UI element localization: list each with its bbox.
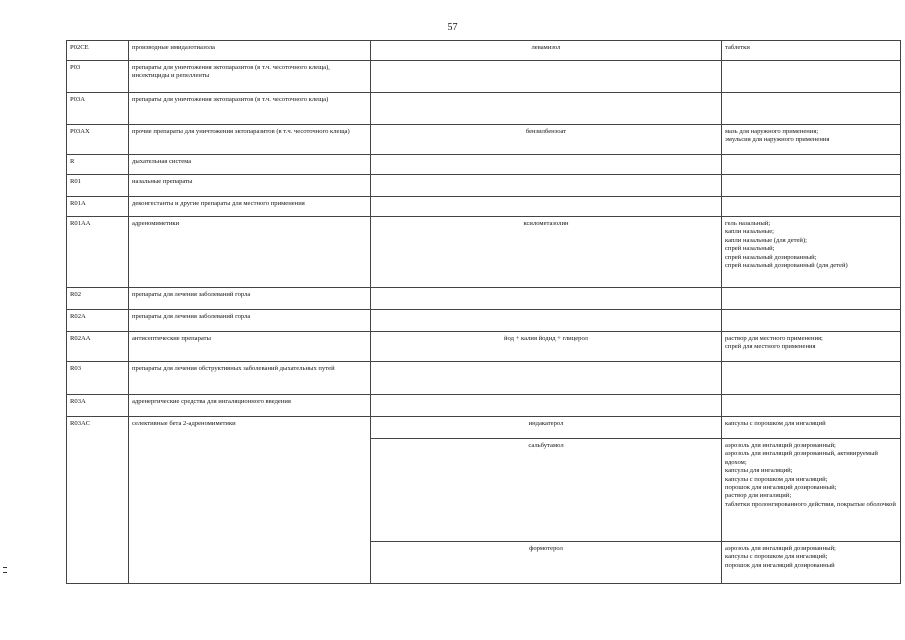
atc-group-cell — [129, 155, 371, 175]
dosage-form-cell-text: аэрозоль для ингаляций дозированный; капсулы с порошком для ингаляций; порошок для ингаляций дозированный — [725, 545, 836, 569]
drug-name-cell — [371, 61, 722, 93]
drug-name-cell-text: йод + калия йодид + глицерол — [504, 335, 588, 342]
atc-group-cell — [129, 362, 371, 395]
dosage-form-cell — [722, 288, 901, 310]
atc-code-cell-text: R03 — [70, 365, 81, 372]
drug-name-cell — [371, 175, 722, 197]
dosage-form-cell-text: аэрозоль для ингаляций дозированный; аэрозоль для ингаляций дозированный, активируемый вдохом; капсулы для ингаляций; капсулы с порошком для ингаляций; порошок для ингаляций дозированный; раствор для ингаляций; таблетки пролонгированного действия, покрытые оболочкой — [725, 442, 896, 508]
atc-code-cell-text: R01 — [70, 178, 81, 185]
dosage-form-cell — [722, 362, 901, 395]
atc-code-cell — [67, 175, 129, 197]
drug-name-cell — [371, 288, 722, 310]
table-row — [67, 310, 901, 332]
atc-group-cell-text: препараты для уничтожения эктопаразитов (в т.ч. чесоточного клеща), инсектициды и репелленты — [132, 64, 330, 80]
table-row — [67, 332, 901, 362]
atc-code-cell-text: P03AX — [70, 128, 90, 135]
dosage-form-cell — [722, 41, 901, 61]
drug-name-cell — [371, 93, 722, 125]
dosage-form-cell — [722, 155, 901, 175]
atc-group-cell — [129, 395, 371, 417]
atc-group-cell-text: прочие препараты для уничтожения эктопаразитов (в т.ч. чесоточного клеща) — [132, 128, 350, 135]
atc-group-cell-text: препараты для уничтожения эктопаразитов (в т.ч. чесоточного клеща) — [132, 96, 329, 103]
dosage-form-cell — [722, 125, 901, 155]
atc-code-cell-text: P03A — [70, 96, 86, 103]
atc-code-cell — [67, 125, 129, 155]
table-row — [67, 61, 901, 93]
atc-code-cell-text: R01AA — [70, 220, 91, 227]
dosage-form-cell — [722, 417, 901, 439]
atc-code-cell-text: R — [70, 158, 75, 165]
atc-code-cell — [67, 93, 129, 125]
atc-code-cell — [67, 217, 129, 288]
atc-code-cell — [67, 61, 129, 93]
drug-name-cell — [371, 417, 722, 439]
atc-group-cell-text: назальные препараты — [132, 178, 193, 185]
atc-group-cell — [129, 41, 371, 61]
dosage-form-cell — [722, 439, 901, 542]
atc-group-cell — [129, 217, 371, 288]
atc-group-cell — [129, 417, 371, 584]
atc-code-cell — [67, 155, 129, 175]
drug-name-cell — [371, 332, 722, 362]
table-row — [67, 362, 901, 395]
atc-group-cell — [129, 197, 371, 217]
drug-name-cell-text: формотерол — [529, 545, 563, 552]
atc-code-cell-text: R03AC — [70, 420, 91, 427]
atc-code-cell — [67, 197, 129, 217]
dosage-form-cell-text: раствор для местного применения; спрей для местного применения — [725, 335, 823, 351]
atc-code-cell — [67, 417, 129, 584]
atc-code-cell-text: R02AA — [70, 335, 91, 342]
dosage-form-cell — [722, 217, 901, 288]
table-body — [67, 41, 901, 584]
drug-name-cell — [371, 362, 722, 395]
atc-group-cell-text: препараты для лечения обструктивных заболеваний дыхательных путей — [132, 365, 335, 372]
dosage-form-cell — [722, 61, 901, 93]
table-row — [67, 93, 901, 125]
drug-name-cell-text: бензилбензоат — [525, 128, 567, 135]
table-row — [67, 288, 901, 310]
margin-mark — [3, 567, 7, 573]
atc-group-cell — [129, 310, 371, 332]
drug-name-cell — [371, 542, 722, 584]
atc-code-cell-text: R02A — [70, 313, 86, 320]
atc-code-cell-text: R03A — [70, 398, 86, 405]
atc-code-cell-text: P03 — [70, 64, 81, 71]
dosage-form-cell — [722, 310, 901, 332]
dosage-form-cell — [722, 332, 901, 362]
atc-group-cell-text: антисептические препараты — [132, 335, 211, 342]
table-row — [67, 41, 901, 61]
drug-name-cell — [371, 310, 722, 332]
atc-group-cell-text: препараты для лечения заболеваний горла — [132, 291, 251, 298]
atc-group-cell-text: адренергические средства для ингаляционного введения — [132, 398, 291, 405]
table-row — [67, 395, 901, 417]
atc-code-cell — [67, 395, 129, 417]
page-number: 57 — [447, 22, 458, 33]
drug-name-cell — [371, 395, 722, 417]
dosage-form-cell — [722, 395, 901, 417]
atc-group-cell-text: препараты для лечения заболеваний горла — [132, 313, 251, 320]
atc-group-cell — [129, 125, 371, 155]
drug-name-cell-text: индакатерол — [528, 420, 564, 427]
atc-code-cell — [67, 310, 129, 332]
drug-name-cell-text: сальбутамол — [528, 442, 564, 449]
dosage-form-cell-text: таблетки — [725, 44, 750, 51]
dosage-form-cell — [722, 542, 901, 584]
atc-group-cell — [129, 175, 371, 197]
drug-name-cell — [371, 41, 722, 61]
atc-code-cell-text: P02CE — [70, 44, 89, 51]
dosage-form-cell-text: гель назальный; капли назальные; капли назальные (для детей); спрей назальный; спрей назальный дозированный; спрей назальный дозированный (для детей) — [725, 220, 848, 270]
table-row — [67, 217, 901, 288]
dosage-form-cell — [722, 93, 901, 125]
atc-code-cell — [67, 288, 129, 310]
dosage-form-cell-text: капсулы с порошком для ингаляций — [725, 420, 826, 427]
medication-table — [66, 40, 901, 584]
dosage-form-cell-text: мазь для наружного применения; эмульсия для наружного применения — [725, 128, 830, 144]
atc-group-cell — [129, 288, 371, 310]
atc-code-cell — [67, 41, 129, 61]
table-row — [67, 197, 901, 217]
atc-code-cell-text: R01A — [70, 200, 86, 207]
atc-code-cell — [67, 332, 129, 362]
drug-name-cell — [371, 155, 722, 175]
atc-group-cell — [129, 332, 371, 362]
table-row — [67, 125, 901, 155]
atc-group-cell — [129, 93, 371, 125]
table-row — [67, 417, 901, 439]
drug-name-cell-text: ксилометазолин — [523, 220, 569, 227]
atc-group-cell-text: дыхательная система — [132, 158, 192, 165]
dosage-form-cell — [722, 175, 901, 197]
atc-code-cell-text: R02 — [70, 291, 81, 298]
dosage-form-cell — [722, 197, 901, 217]
drug-name-cell — [371, 217, 722, 288]
atc-group-cell-text: адреномиметики — [132, 220, 180, 227]
atc-code-cell — [67, 362, 129, 395]
drug-name-cell — [371, 439, 722, 542]
table-row — [67, 175, 901, 197]
atc-group-cell — [129, 61, 371, 93]
atc-group-cell-text: селективные бета 2-адреномиметики — [132, 420, 236, 427]
atc-group-cell-text: производные имидазотиазола — [132, 44, 215, 51]
drug-name-cell — [371, 197, 722, 217]
atc-group-cell-text: деконгестанты и другие препараты для местного применения — [132, 200, 305, 207]
table-row — [67, 155, 901, 175]
drug-name-cell-text: левамизол — [531, 44, 561, 51]
drug-name-cell — [371, 125, 722, 155]
